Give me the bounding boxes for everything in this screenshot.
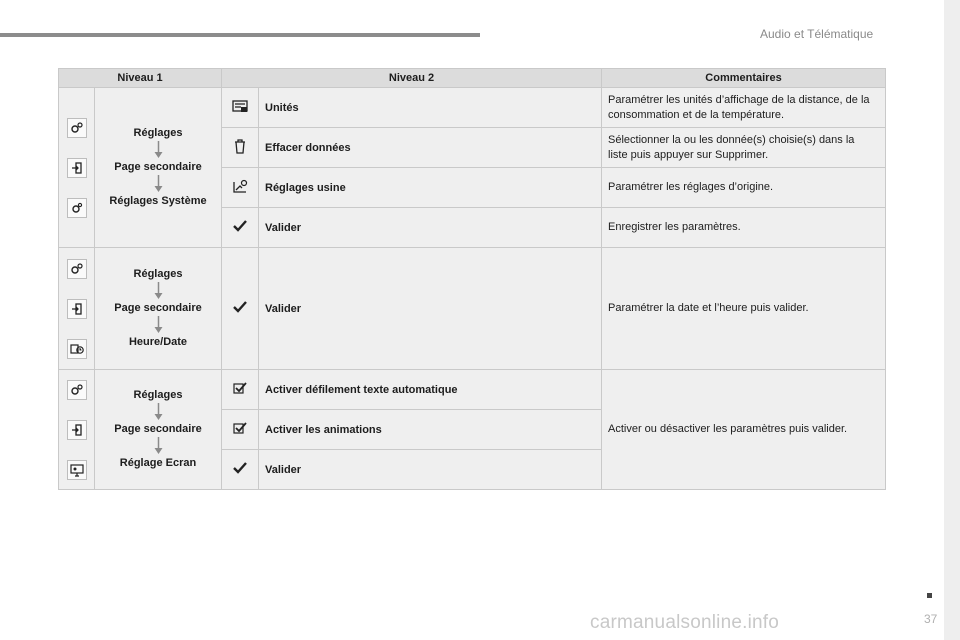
watermark: carmanualsonline.info <box>590 612 780 633</box>
level1-path <box>95 248 222 370</box>
factory-reset-icon <box>232 178 248 194</box>
system-settings-icon <box>67 198 87 218</box>
level2-label: Activer défilement texte automatique <box>259 370 602 410</box>
units-icon <box>232 99 248 113</box>
checkmark-icon <box>233 220 247 232</box>
side-strip <box>944 0 960 640</box>
path-step: Réglages <box>133 268 183 280</box>
table-header-row <box>59 69 886 88</box>
level1-icons <box>59 88 95 248</box>
path-step: Heure/Date <box>128 336 188 348</box>
clock-calendar-icon <box>67 339 87 359</box>
checkbox-icon-cell <box>222 370 259 410</box>
secondary-page-icon <box>67 158 87 178</box>
top-rule <box>0 33 480 37</box>
delete-icon-cell <box>222 128 259 168</box>
path-step: Page secondaire <box>114 423 202 435</box>
comment: Enregistrer les paramètres. <box>602 208 886 248</box>
level2-label: Valider <box>259 208 602 248</box>
screen-settings-icon <box>67 460 87 480</box>
table-row <box>59 370 886 410</box>
comment: Activer ou désactiver les paramètres puis valider. <box>602 370 886 490</box>
comment: Paramétrer la date et l’heure puis valider. <box>602 248 886 370</box>
checkbox-checked-icon <box>233 381 247 395</box>
checkmark-icon <box>233 301 247 313</box>
level1-icons <box>59 248 95 370</box>
validate-icon-cell <box>222 248 259 370</box>
validate-icon-cell <box>222 208 259 248</box>
path-step: Réglages <box>133 127 183 139</box>
comment: Sélectionner la ou les donnée(s) choisie(s) dans la liste puis appuyer sur Supprimer. <box>602 128 886 168</box>
level2-label: Unités <box>259 88 602 128</box>
down-arrow-icon <box>154 282 163 300</box>
comment: Paramétrer les réglages d’origine. <box>602 168 886 208</box>
comment: Paramétrer les unités d’affichage de la distance, de la consommation et de la température. <box>602 88 886 128</box>
level1-icons <box>59 370 95 490</box>
settings-table <box>58 68 886 490</box>
path-step: Page secondaire <box>114 161 202 173</box>
path-step: Réglage Ecran <box>119 457 197 469</box>
level2-label: Réglages usine <box>259 168 602 208</box>
down-arrow-icon <box>154 437 163 455</box>
level2-label: Effacer données <box>259 128 602 168</box>
trash-icon <box>232 138 248 154</box>
section-title: Audio et Télématique <box>760 27 874 41</box>
path-step: Page secondaire <box>114 302 202 314</box>
down-arrow-icon <box>154 316 163 334</box>
down-arrow-icon <box>154 141 163 159</box>
level2-label: Valider <box>259 450 602 490</box>
validate-icon-cell <box>222 450 259 490</box>
path-step: Réglages Système <box>109 195 207 207</box>
checkmark-icon <box>233 462 247 474</box>
checkbox-checked-icon <box>233 421 247 435</box>
header-niveau2: Niveau 2 <box>222 69 602 88</box>
down-arrow-icon <box>154 403 163 421</box>
level1-path <box>95 88 222 248</box>
settings-gear-icon <box>67 118 87 138</box>
table-row <box>59 88 886 128</box>
header-niveau1: Niveau 1 <box>59 69 222 88</box>
level1-path <box>95 370 222 490</box>
checkbox-icon-cell <box>222 410 259 450</box>
units-icon-cell <box>222 88 259 128</box>
factory-reset-icon-cell <box>222 168 259 208</box>
page-number: 37 <box>924 612 938 626</box>
settings-gear-icon <box>67 259 87 279</box>
down-arrow-icon <box>154 175 163 193</box>
secondary-page-icon <box>67 299 87 319</box>
level2-label: Valider <box>259 248 602 370</box>
level2-label: Activer les animations <box>259 410 602 450</box>
secondary-page-icon <box>67 420 87 440</box>
path-step: Réglages <box>133 389 183 401</box>
table-row <box>59 248 886 370</box>
header-commentaires: Commentaires <box>602 69 886 88</box>
settings-gear-icon <box>67 380 87 400</box>
bullet-mark <box>927 593 932 598</box>
